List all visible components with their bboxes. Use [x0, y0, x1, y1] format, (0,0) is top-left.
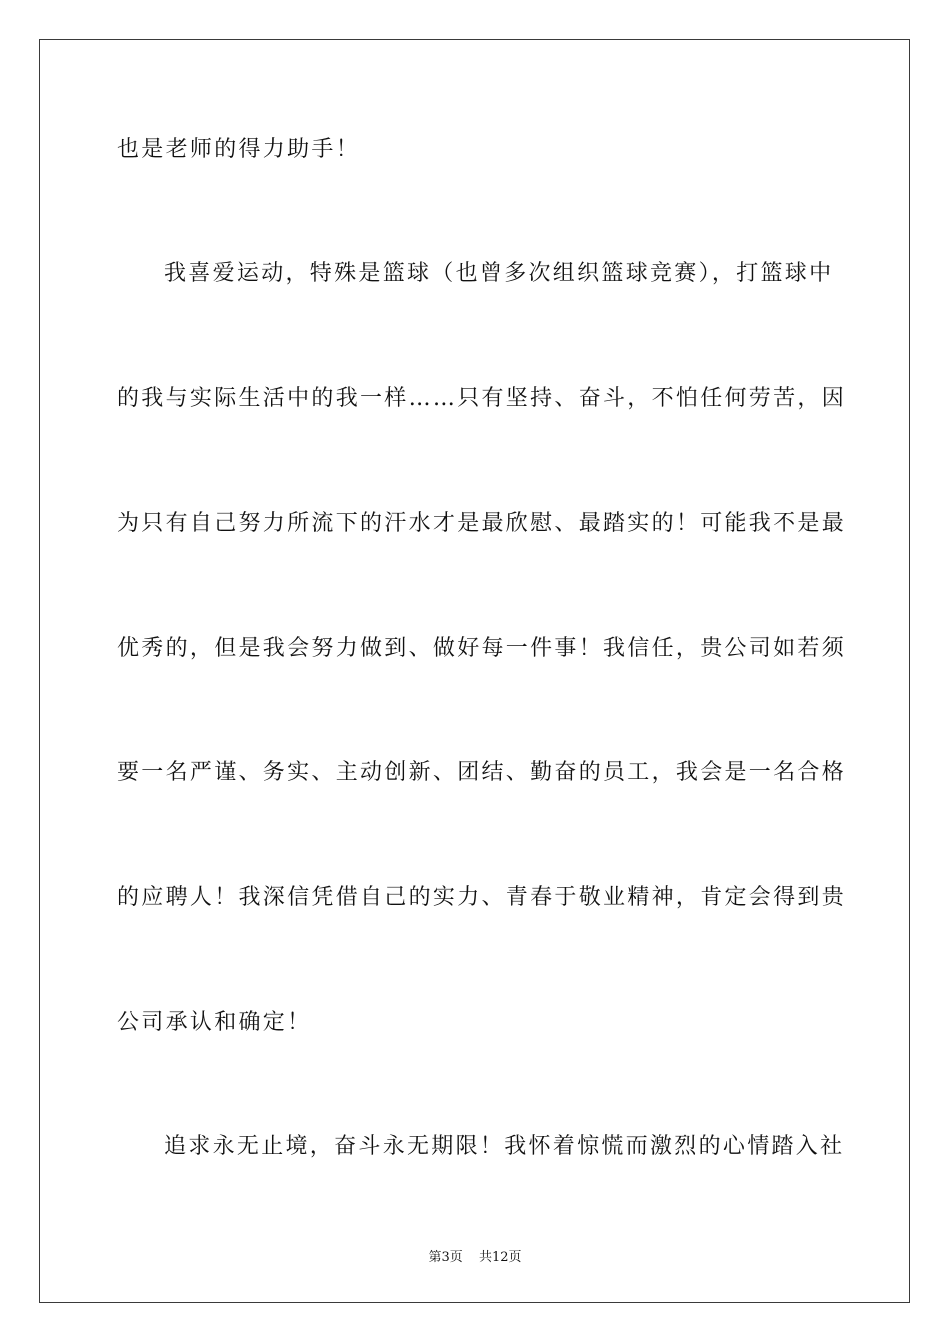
- page-footer: [0, 1246, 950, 1265]
- total-pages: 共12页: [478, 1250, 522, 1265]
- text-line-9: 追求永无止境，奋斗永无期限！我怀着惊慌而激烈的心情踏入社: [164, 1134, 845, 1159]
- page-border: [39, 39, 910, 1303]
- text-line-7: 的应聘人！我深信凭借自己的实力、青春于敬业精神，肯定会得到贵: [117, 885, 847, 910]
- page-number: 第3页: [428, 1250, 463, 1265]
- text-line-8: 公司承认和确定！: [117, 1010, 312, 1035]
- text-line-2: 我喜爱运动，特殊是篮球（也曾多次组织篮球竞赛），打篮球中: [164, 261, 834, 286]
- text-line-1: 也是老师的得力助手！: [117, 137, 361, 162]
- text-line-6: 要一名严谨、务实、主动创新、团结、勤奋的员工，我会是一名合格: [117, 760, 847, 785]
- text-line-5: 优秀的，但是我会努力做到、做好每一件事！我信任，贵公司如若须: [117, 636, 847, 661]
- text-line-3: 的我与实际生活中的我一样……只有坚持、奋斗，不怕任何劳苦，因: [117, 386, 847, 411]
- text-line-4: 为只有自己努力所流下的汗水才是最欣慰、最踏实的！可能我不是最: [117, 511, 847, 536]
